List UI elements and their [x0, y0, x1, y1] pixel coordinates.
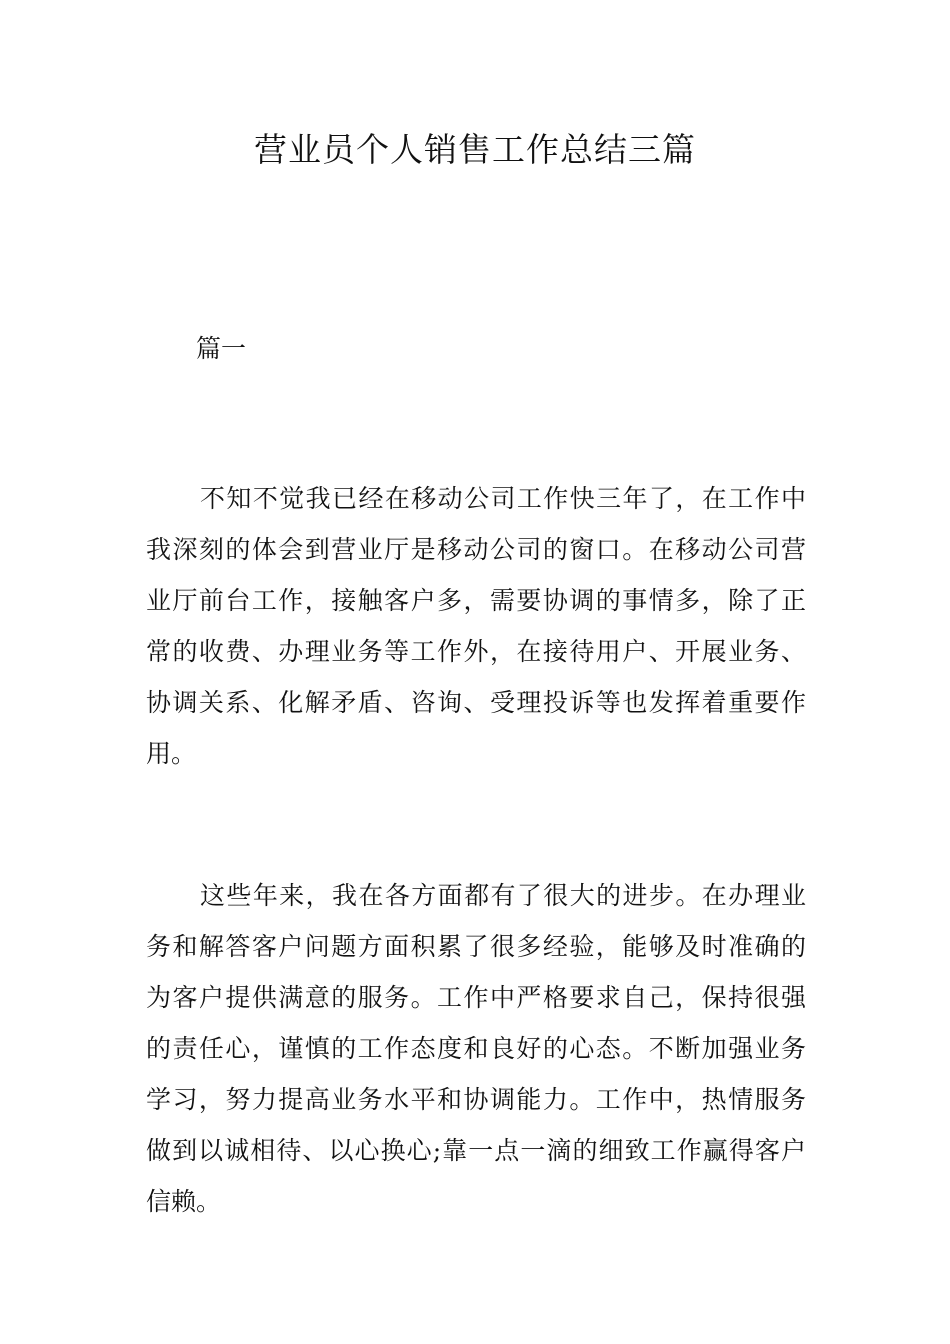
section-label: 篇一: [196, 334, 247, 363]
paragraph-line: 我深刻的体会到营业厅是移动公司的窗口。在移动公司营: [146, 535, 806, 564]
paragraph-line: 用。: [146, 739, 197, 768]
paragraph-line: 不知不觉我已经在移动公司工作快三年了，在工作中: [200, 484, 806, 513]
paragraph-line: 业厅前台工作，接触客户多，需要协调的事情多，除了正: [146, 586, 806, 615]
paragraph-line: 学习，努力提高业务水平和协调能力。工作中，热情服务: [146, 1085, 806, 1114]
paragraph-line: 务和解答客户问题方面积累了很多经验，能够及时准确的: [146, 932, 806, 961]
paragraph-line: 做到以诚相待、以心换心;靠一点一滴的细致工作赢得客户: [146, 1136, 806, 1165]
paragraph-line: 为客户提供满意的服务。工作中严格要求自己，保持很强: [146, 983, 806, 1012]
paragraph-line: 信赖。: [146, 1187, 222, 1216]
paragraph-2: [146, 870, 806, 1227]
document-title: 营业员个人销售工作总结三篇: [254, 130, 696, 169]
paragraph-line: 常的收费、办理业务等工作外，在接待用户、开展业务、: [146, 637, 806, 666]
paragraph-1: [146, 473, 806, 779]
paragraph-line: 协调关系、化解矛盾、咨询、受理投诉等也发挥着重要作: [146, 688, 806, 717]
paragraph-line: 这些年来，我在各方面都有了很大的进步。在办理业: [200, 881, 806, 910]
paragraph-line: 的责任心，谨慎的工作态度和良好的心态。不断加强业务: [146, 1034, 806, 1063]
